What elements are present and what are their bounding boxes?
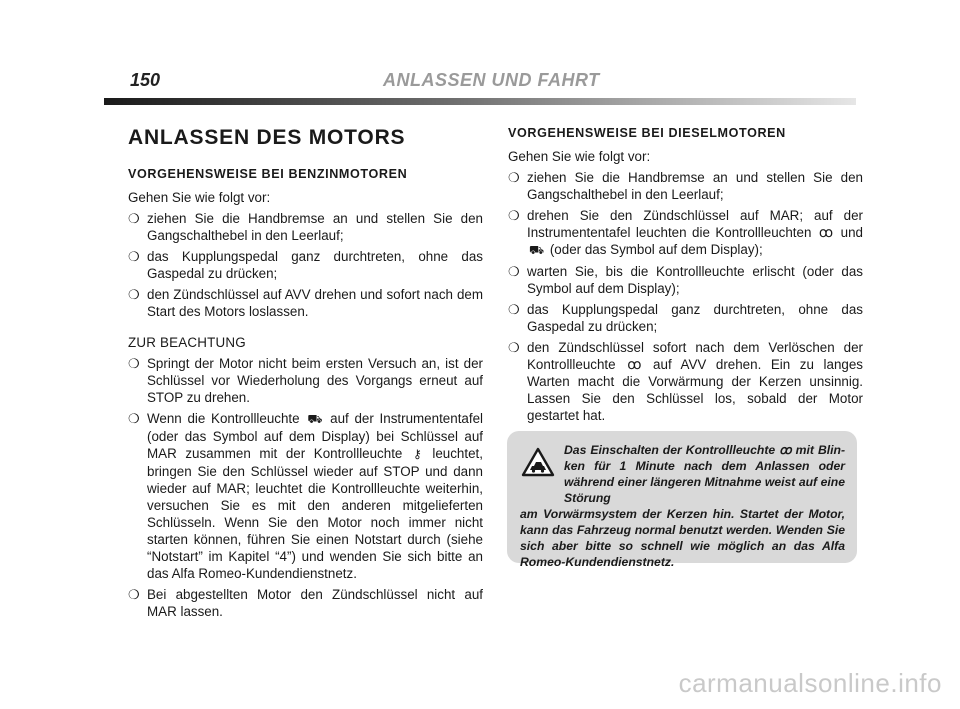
list-item-text: den Zündschlüssel sofort nach dem Verlöschen der Kontrollleuchte	[527, 340, 863, 372]
list-item	[128, 210, 483, 244]
list-item-text: drehen Sie den Zündschlüssel auf MAR; auf der Instrumententafel leuchten die Kontrollleuchten	[527, 208, 863, 240]
bullet-icon: ❍	[508, 170, 520, 185]
list-item-text: auf AVV drehen. Ein zu langes Warten macht die Vorwärmung der Kerzen unsinnig. Lassen Sie den Schlüssel los, sobald der Motor gestartet hat.	[527, 357, 863, 423]
list-item	[508, 301, 863, 335]
page-number: 150	[130, 70, 161, 90]
list-item-text: Wenn die Kontrollleuchte	[147, 411, 300, 426]
petrol-intro: Gehen Sie wie folgt vor:	[128, 190, 271, 205]
list-item	[508, 263, 863, 297]
list-item	[508, 207, 863, 259]
bullet-icon: ❍	[508, 302, 520, 317]
list-item	[128, 586, 483, 620]
diesel-steps	[508, 169, 863, 424]
list-item	[508, 339, 863, 424]
engine-fault-icon: ⛟	[307, 412, 323, 426]
bullet-icon: ❍	[128, 249, 140, 264]
page-heading: ANLASSEN DES MOTORS	[128, 126, 406, 149]
bullet-icon: ❍	[128, 356, 140, 371]
bullet-icon: ❍	[128, 211, 140, 226]
immobilizer-key-icon: ⚷	[412, 447, 422, 461]
right-column	[508, 125, 863, 428]
list-item-text: das Kupplungspedal ganz durchtreten, ohne das Gaspedal zu drücken;	[147, 249, 483, 281]
note-label: ZUR BEACHTUNG	[128, 335, 246, 350]
list-item	[128, 286, 483, 320]
bullet-icon: ❍	[508, 340, 520, 355]
bullet-icon: ❍	[508, 264, 520, 279]
list-item-text: warten Sie, bis die Kontrollleuchte erlischt (oder das Symbol auf dem Display);	[527, 264, 863, 296]
petrol-steps	[128, 210, 483, 320]
list-item-text: ziehen Sie die Handbremse an und stellen Sie den Gangschalthebel in den Leerlauf;	[527, 170, 863, 202]
list-item-text: Springt der Motor nicht beim ersten Versuch an, ist der Schlüssel vor Wiederholung des Vorgangs erneut auf STOP zu drehen.	[147, 356, 483, 405]
list-item	[128, 355, 483, 406]
list-item-text: das Kupplungspedal ganz durchtreten, ohne das Gaspedal zu drücken;	[527, 302, 863, 334]
watermark: carmanualsonline.info	[678, 668, 942, 698]
list-item-text: den Zündschlüssel auf AVV drehen und sofort nach dem Start des Motors loslassen.	[147, 287, 483, 319]
list-item-text: leuchtet, bringen Sie den Schlüssel wieder auf STOP und dann wieder auf MAR; leuchtet die Kontrollleuchte weiterhin, versuchen Sie es mit den anderen mitgelieferten Schlüsseln. Wenn Sie den Motor noch immer nicht starten können, führen Sie einen Notstart durch (siehe “Notstart” im Kapitel “4”) und wenden Sie sich bitte an das Alfa Romeo-Kundendienstnetz.	[147, 446, 483, 581]
bullet-icon: ❍	[128, 287, 140, 302]
list-item-text: und	[840, 225, 863, 240]
petrol-subheading: VORGEHENSWEISE BEI BENZINMOTOREN	[128, 167, 408, 181]
header-rule	[104, 98, 856, 105]
glow-plug-icon: ꝏ	[818, 224, 834, 240]
warning-text-part: mit Blinken für 1 Minute nach dem Anlassen oder während einer längeren Mitnahme weist auf eine Störung	[564, 443, 846, 505]
bullet-icon: ❍	[508, 208, 520, 223]
diesel-subheading: VORGEHENSWEISE BEI DIESELMOTOREN	[508, 126, 786, 140]
diesel-intro: Gehen Sie wie folgt vor:	[508, 149, 651, 164]
warning-text-part: am Vorwärmsystem der Kerzen hin. Startet der Motor, kann das Fahrzeug normal benutzt werden. Wenden Sie sich aber bitte so schnell wie möglich an das Alfa Romeo-Kundendienstnetz.	[520, 507, 845, 569]
bullet-icon: ❍	[128, 587, 140, 602]
left-column	[128, 125, 483, 624]
list-item-text: (oder das Symbol auf dem Display);	[549, 242, 763, 257]
warning-box	[507, 431, 857, 569]
list-item	[128, 410, 483, 582]
glow-plug-icon: ꝏ	[627, 356, 642, 372]
section-title: ANLASSEN UND FAHRT	[383, 70, 600, 90]
bullet-icon: ❍	[128, 411, 140, 426]
list-item-text: ziehen Sie die Handbremse an und stellen Sie den Gangschalthebel in den Leerlauf;	[147, 211, 483, 243]
glow-plug-icon: ꝏ	[779, 443, 792, 457]
list-item	[128, 248, 483, 282]
warning-text	[520, 442, 845, 570]
list-item-text: auf der Instrumententafel (oder das Symbol auf dem Display) bei Schlüssel auf MAR zusammen mit der Kontrollleuchte	[147, 411, 483, 461]
warning-text-part: Das Einschalten der Kontrollleuchte	[564, 443, 776, 457]
list-item	[508, 169, 863, 203]
engine-fault-icon: ⛟	[529, 243, 545, 257]
list-item-text: Bei abgestellten Motor den Zündschlüssel nicht auf MAR lassen.	[147, 587, 483, 619]
note-list	[128, 355, 483, 620]
